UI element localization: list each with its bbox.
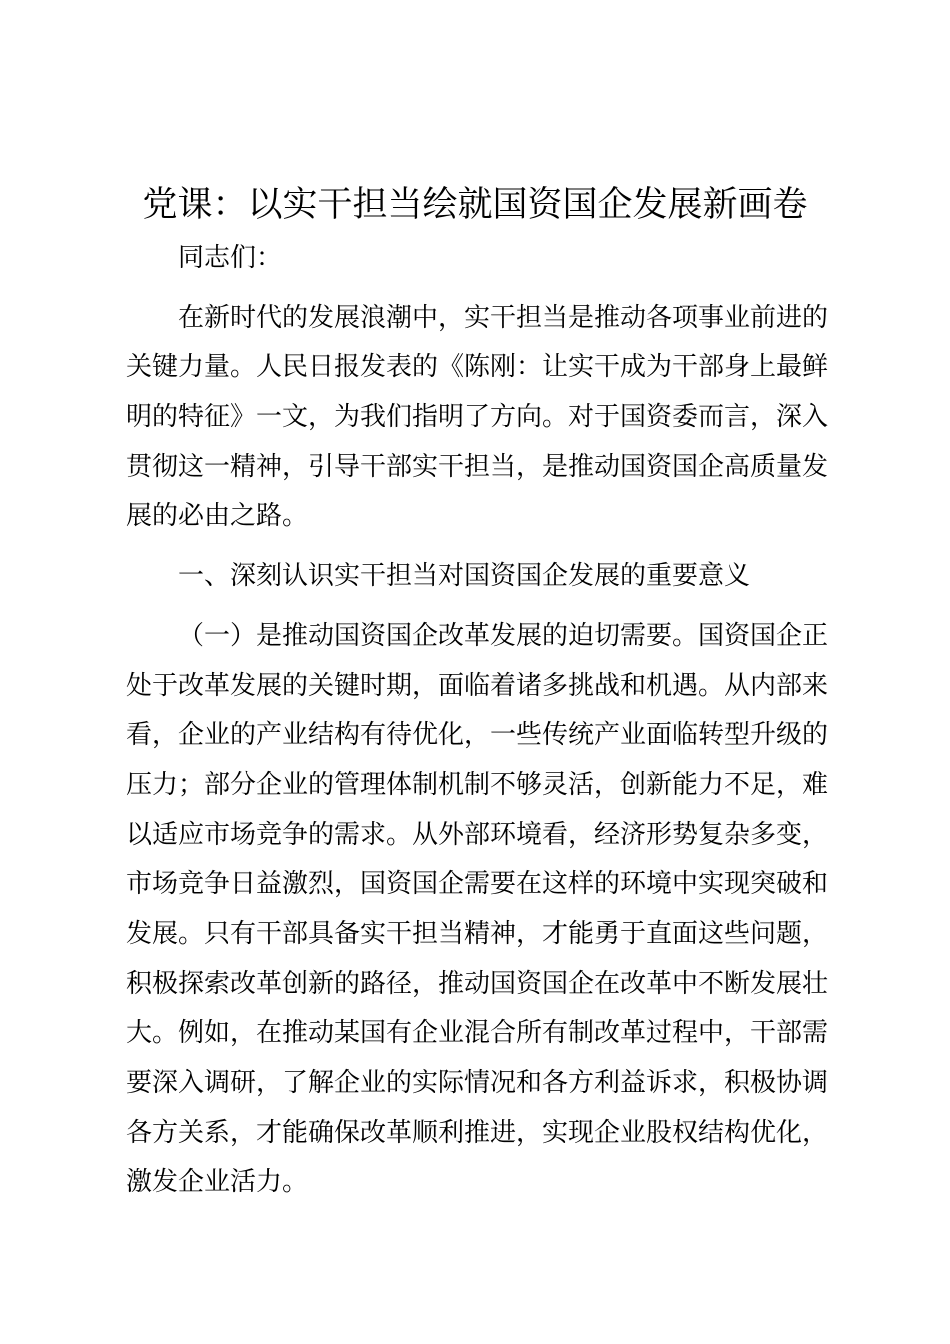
- paragraph-line: 明的特征》一文，为我们指明了方向。对于国资委而言，深入: [126, 402, 829, 433]
- paragraph-line: 贯彻这一精神，引导干部实干担当，是推动国资国企高质量发: [126, 451, 829, 482]
- greeting: 同志们：: [178, 243, 283, 273]
- paragraph-line: （一）是推动国资国企改革发展的迫切需要。国资国企正: [178, 620, 829, 651]
- paragraph-line: 积极探索改革创新的路径，推动国资国企在改革中不断发展壮: [126, 968, 829, 999]
- paragraph-intro: [126, 294, 832, 542]
- paragraph-line: 市场竞争日益激烈，国资国企需要在这样的环境中实现突破和: [126, 869, 829, 900]
- paragraph-line: 激发企业活力。: [126, 1167, 309, 1198]
- paragraph-line: 压力；部分企业的管理体制机制不够灵活，创新能力不足，难: [126, 769, 829, 800]
- paragraph-line: 看，企业的产业结构有待优化，一些传统产业面临转型升级的: [126, 720, 829, 751]
- paragraph-line: 处于改革发展的关键时期，面临着诸多挑战和机遇。从内部来: [126, 670, 829, 701]
- paragraph-section-1-1: [126, 612, 832, 1208]
- document-body: [126, 234, 832, 1208]
- document-title: 党课：以实干担当绘就国资国企发展新画卷: [142, 185, 808, 225]
- paragraph-line: 各方关系，才能确保改革顺利推进，实现企业股权结构优化，: [126, 1117, 829, 1148]
- paragraph-line: 要深入调研，了解企业的实际情况和各方利益诉求，积极协调: [126, 1068, 829, 1098]
- paragraph-line: 展的必由之路。: [126, 501, 309, 532]
- section-heading: 一、深刻认识实干担当对国资国企发展的重要意义: [178, 561, 751, 592]
- paragraph-line: 大。例如，在推动某国有企业混合所有制改革过程中，干部需: [126, 1018, 829, 1049]
- paragraph-line: 以适应市场竞争的需求。从外部环境看，经济形势复杂多变，: [126, 819, 829, 850]
- paragraph-line: 发展。只有干部具备实干担当精神，才能勇于直面这些问题，: [126, 918, 829, 949]
- paragraph-line: 关键力量。人民日报发表的《陈刚：让实干成为干部身上最鲜: [126, 352, 829, 383]
- paragraph-line: 在新时代的发展浪潮中，实干担当是推动各项事业前进的: [178, 302, 829, 333]
